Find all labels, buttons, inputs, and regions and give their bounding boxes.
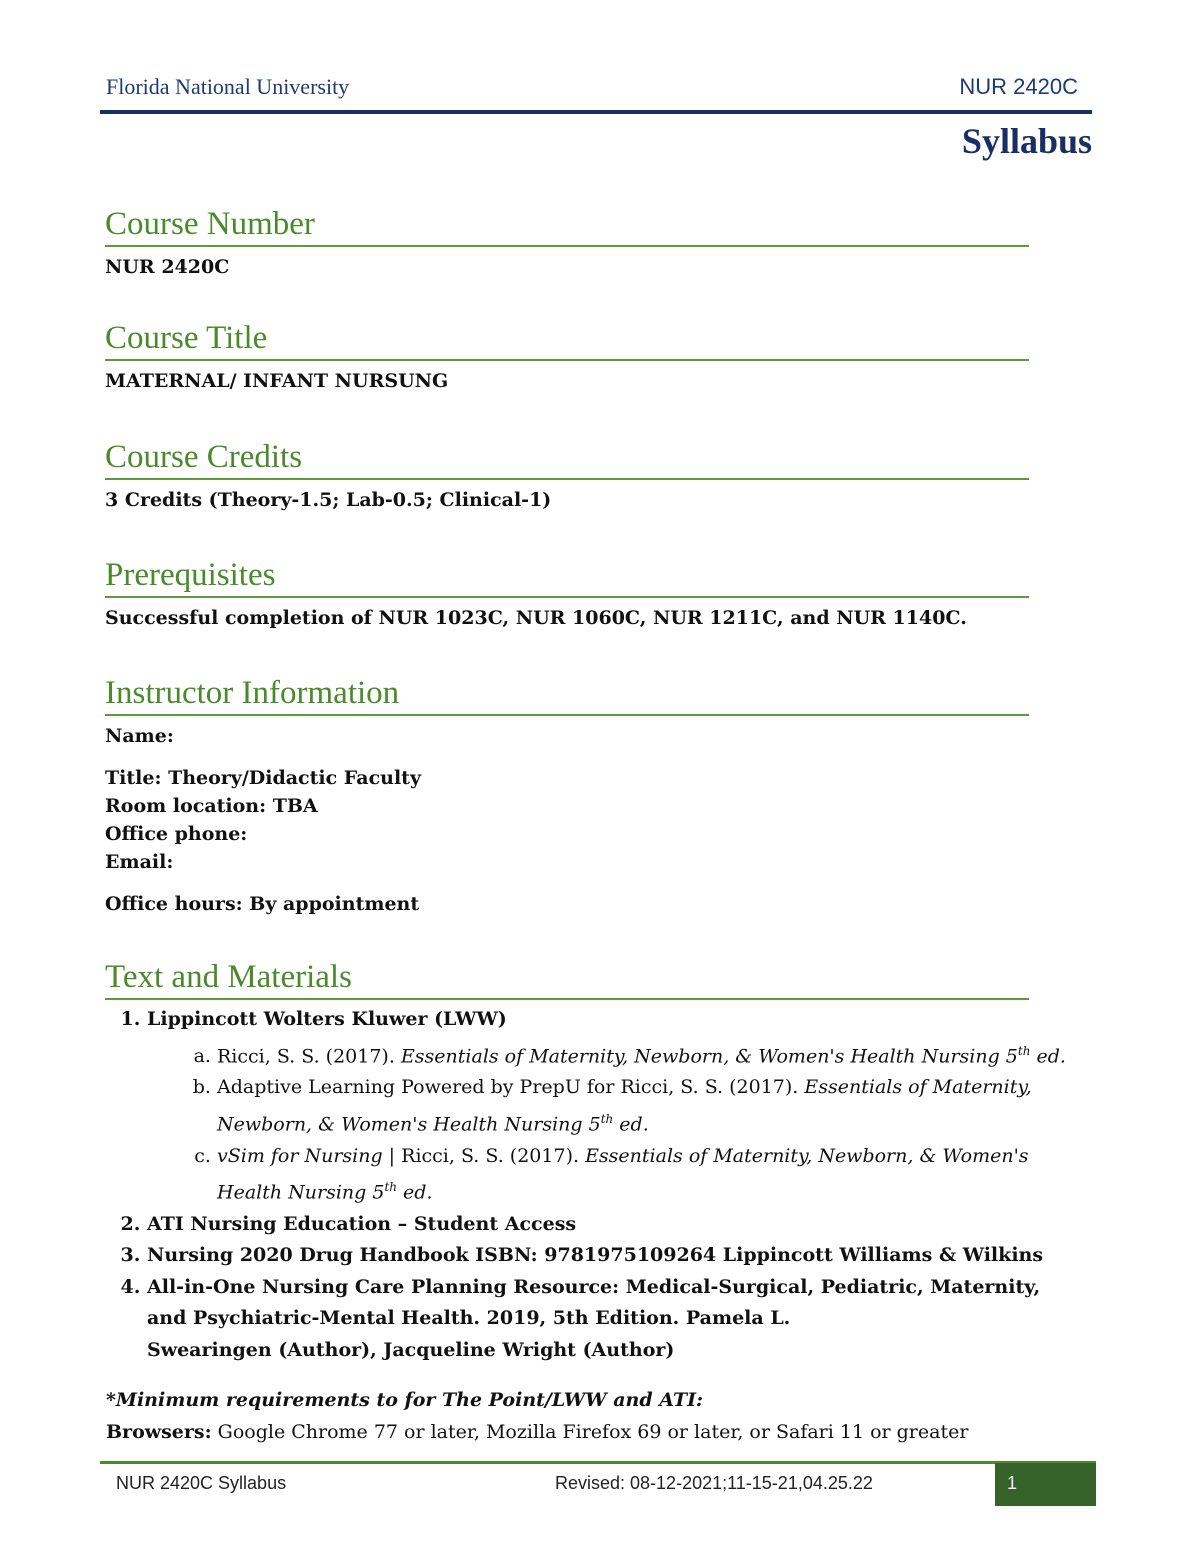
section-heading: Course Credits bbox=[105, 437, 1029, 480]
minimum-requirements bbox=[106, 1384, 968, 1448]
requirements-heading: *Minimum requirements to for The Point/LWW and ATI: bbox=[106, 1389, 703, 1411]
section-heading: Prerequisites bbox=[105, 555, 1029, 598]
instructor-phone: Office phone: bbox=[105, 823, 248, 845]
materials-list bbox=[75, 1004, 1067, 1366]
section-course-number bbox=[105, 204, 1029, 281]
section-heading: Text and Materials bbox=[105, 957, 1029, 1000]
page-title: Syllabus bbox=[961, 121, 1092, 161]
footer-course-label: NUR 2420C Syllabus bbox=[116, 1473, 287, 1493]
list-item: 3. Nursing 2020 Drug Handbook ISBN: 9781975109264 Lippincott Williams & Wilkins bbox=[147, 1240, 1067, 1272]
prerequisites-value: Successful completion of NUR 1023C, NUR 1060C, NUR 1211C, and NUR 1140C. bbox=[105, 607, 967, 629]
header-divider bbox=[100, 110, 1092, 114]
section-heading: Course Title bbox=[105, 318, 1029, 361]
footer-revised-date: Revised: 08-12-2021;11-15-21,04.25.22 bbox=[555, 1473, 873, 1493]
section-heading: Instructor Information bbox=[105, 673, 1029, 716]
course-credits-value: 3 Credits (Theory-1.5; Lab-0.5; Clinical-1) bbox=[105, 489, 552, 511]
list-item: 2. ATI Nursing Education – Student Access bbox=[147, 1209, 1067, 1241]
header-university: Florida National University bbox=[106, 74, 350, 99]
footer-divider bbox=[100, 1461, 1096, 1464]
section-instructor bbox=[105, 673, 1029, 918]
header-course-code: NUR 2420C bbox=[959, 74, 1078, 99]
page-number-box bbox=[995, 1463, 1096, 1506]
instructor-title: Title: Theory/Didactic Faculty bbox=[105, 767, 421, 789]
section-course-title bbox=[105, 318, 1029, 395]
section-course-credits bbox=[105, 437, 1029, 514]
list-item: c. vSim for Nursing | Ricci, S. S. (2017). Essentials of Maternity, Newborn, & Women's Health Nursing 5th ed. bbox=[217, 1141, 1067, 1209]
page-number: 1 bbox=[1007, 1473, 1018, 1493]
section-heading: Course Number bbox=[105, 204, 1029, 247]
section-materials bbox=[105, 957, 1105, 1366]
course-number-value: NUR 2420C bbox=[105, 256, 230, 278]
instructor-hours: Office hours: By appointment bbox=[105, 893, 420, 915]
list-item: 4. All-in-One Nursing Care Planning Resource: Medical-Surgical, Pediatric, Maternity, and Psychiatric-Mental Health. 2019, 5th Edition. Pamela L. Swearingen (Author), Jacqueline Wright (Author) bbox=[147, 1272, 1067, 1367]
instructor-room: Room location: TBA bbox=[105, 795, 318, 817]
course-title-value: MATERNAL/ INFANT NURSUNG bbox=[105, 370, 449, 392]
list-item: 1. Lippincott Wolters Kluwer (LWW) a. Ricci, S. S. (2017). Essentials of Maternity, Newborn, & Women's Health Nursing 5th ed. b. Adaptive Learning Powered by PrepU for Ricci, S. S. (2017). Essentials of Maternity, Newborn, & Women's Health Nursing 5th ed. c. vSim for Nursing | Ricci, S. S. (2017). Essentials of Maternity, Newborn, & Women's Health Nursing 5th ed. bbox=[147, 1004, 1067, 1209]
browsers-line: Browsers: Google Chrome 77 or later, Mozilla Firefox 69 or later, or Safari 11 or greater bbox=[106, 1421, 969, 1443]
list-item: a. Ricci, S. S. (2017). Essentials of Maternity, Newborn, & Women's Health Nursing 5th ed. bbox=[217, 1036, 1067, 1073]
list-item: b. Adaptive Learning Powered by PrepU for Ricci, S. S. (2017). Essentials of Maternity, Newborn, & Women's Health Nursing 5th ed. bbox=[217, 1072, 1067, 1140]
instructor-name: Name: bbox=[105, 725, 174, 747]
section-prerequisites bbox=[105, 555, 1029, 632]
instructor-email: Email: bbox=[105, 851, 174, 873]
